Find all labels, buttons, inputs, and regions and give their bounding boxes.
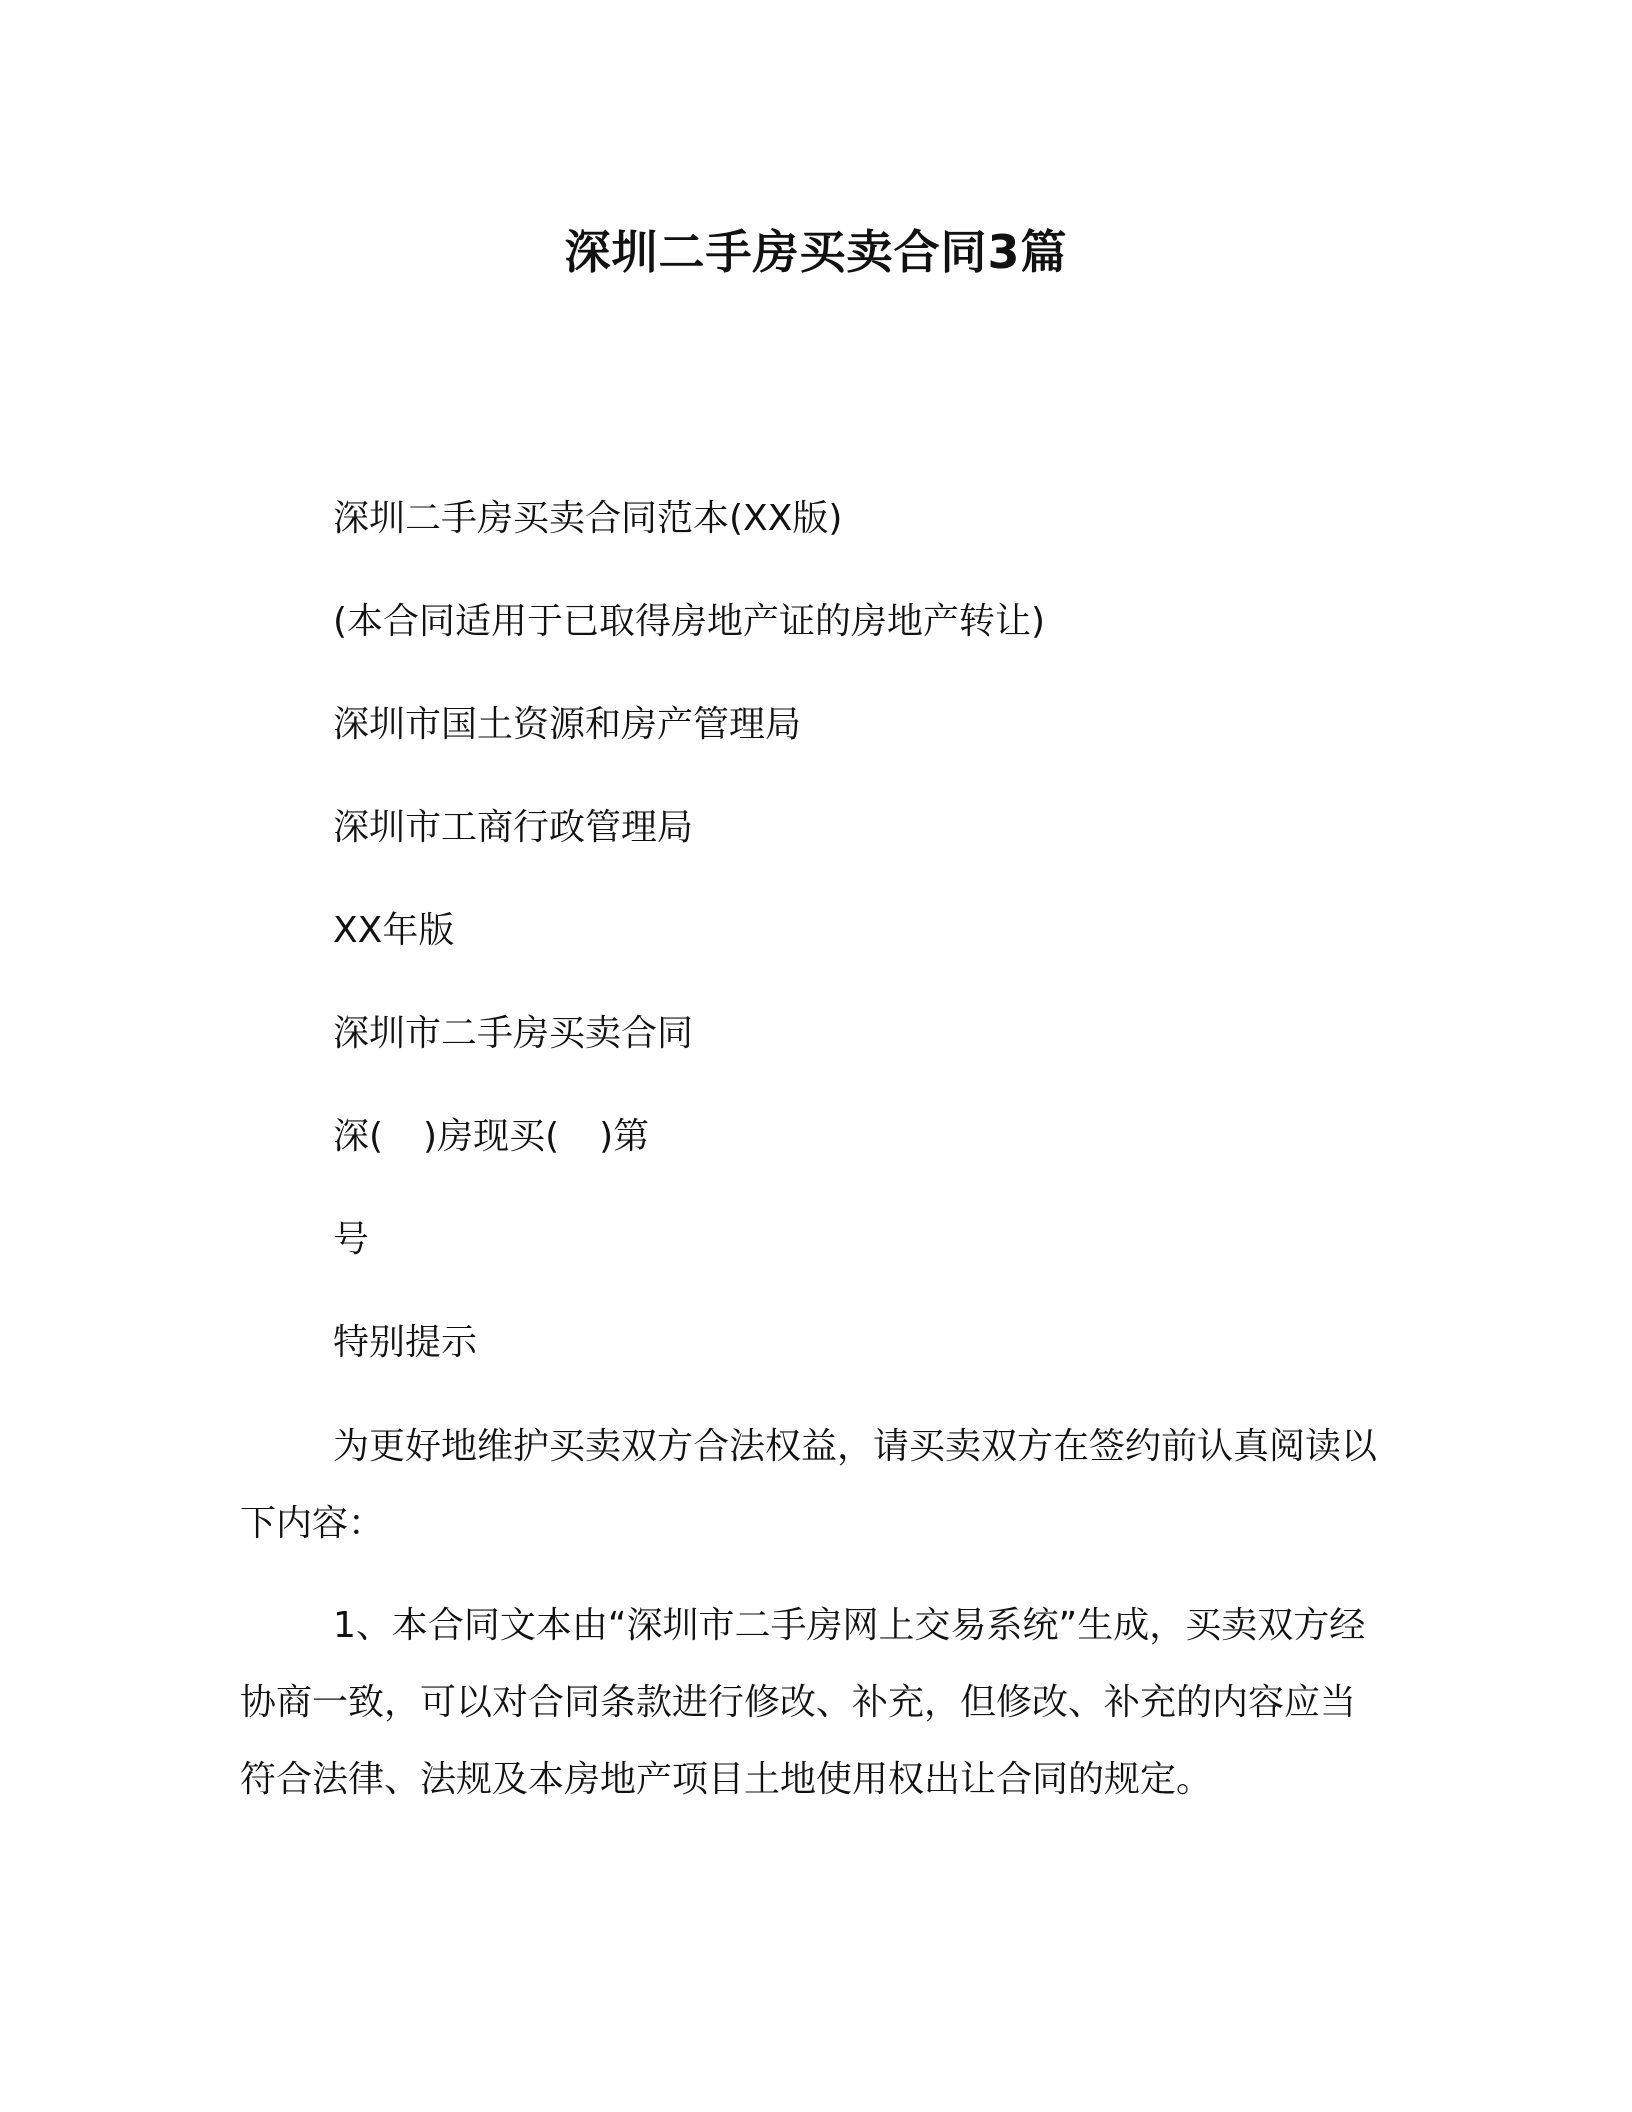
contract-template-heading: 深圳二手房买卖合同范本(XX版) xyxy=(333,498,843,539)
applicability-note: (本合同适用于已取得房地产证的房地产转让) xyxy=(333,601,1046,642)
contract-name: 深圳市二手房买卖合同 xyxy=(333,1013,694,1054)
contract-number-line xyxy=(333,1113,649,1161)
contract-number-part-3: )第 xyxy=(599,1116,650,1157)
notice-intro-paragraph: 为更好地维护买卖双方合法权益，请买卖双方在签约前认真阅读以下内容： xyxy=(240,1426,1378,1544)
edition-year: XX年版 xyxy=(333,910,455,951)
issuer-commerce-bureau: 深圳市工商行政管理局 xyxy=(333,807,694,848)
contract-number-part-1: 深( xyxy=(333,1116,384,1157)
contract-number-suffix: 号 xyxy=(333,1219,370,1260)
special-notice-heading: 特别提示 xyxy=(333,1322,478,1363)
contract-number-part-2: )房现买( xyxy=(423,1116,560,1157)
document-title: 深圳二手房买卖合同3篇 xyxy=(564,225,1068,279)
issuer-land-bureau: 深圳市国土资源和房产管理局 xyxy=(333,704,802,745)
notice-item-1-paragraph: 1、本合同文本由“深圳市二手房网上交易系统”生成，买卖双方经协商一致，可以对合同条款进行修改、补充，但修改、补充的内容应当符合法律、法规及本房地产项目土地使用权出让合同的规定。 xyxy=(240,1605,1366,1800)
